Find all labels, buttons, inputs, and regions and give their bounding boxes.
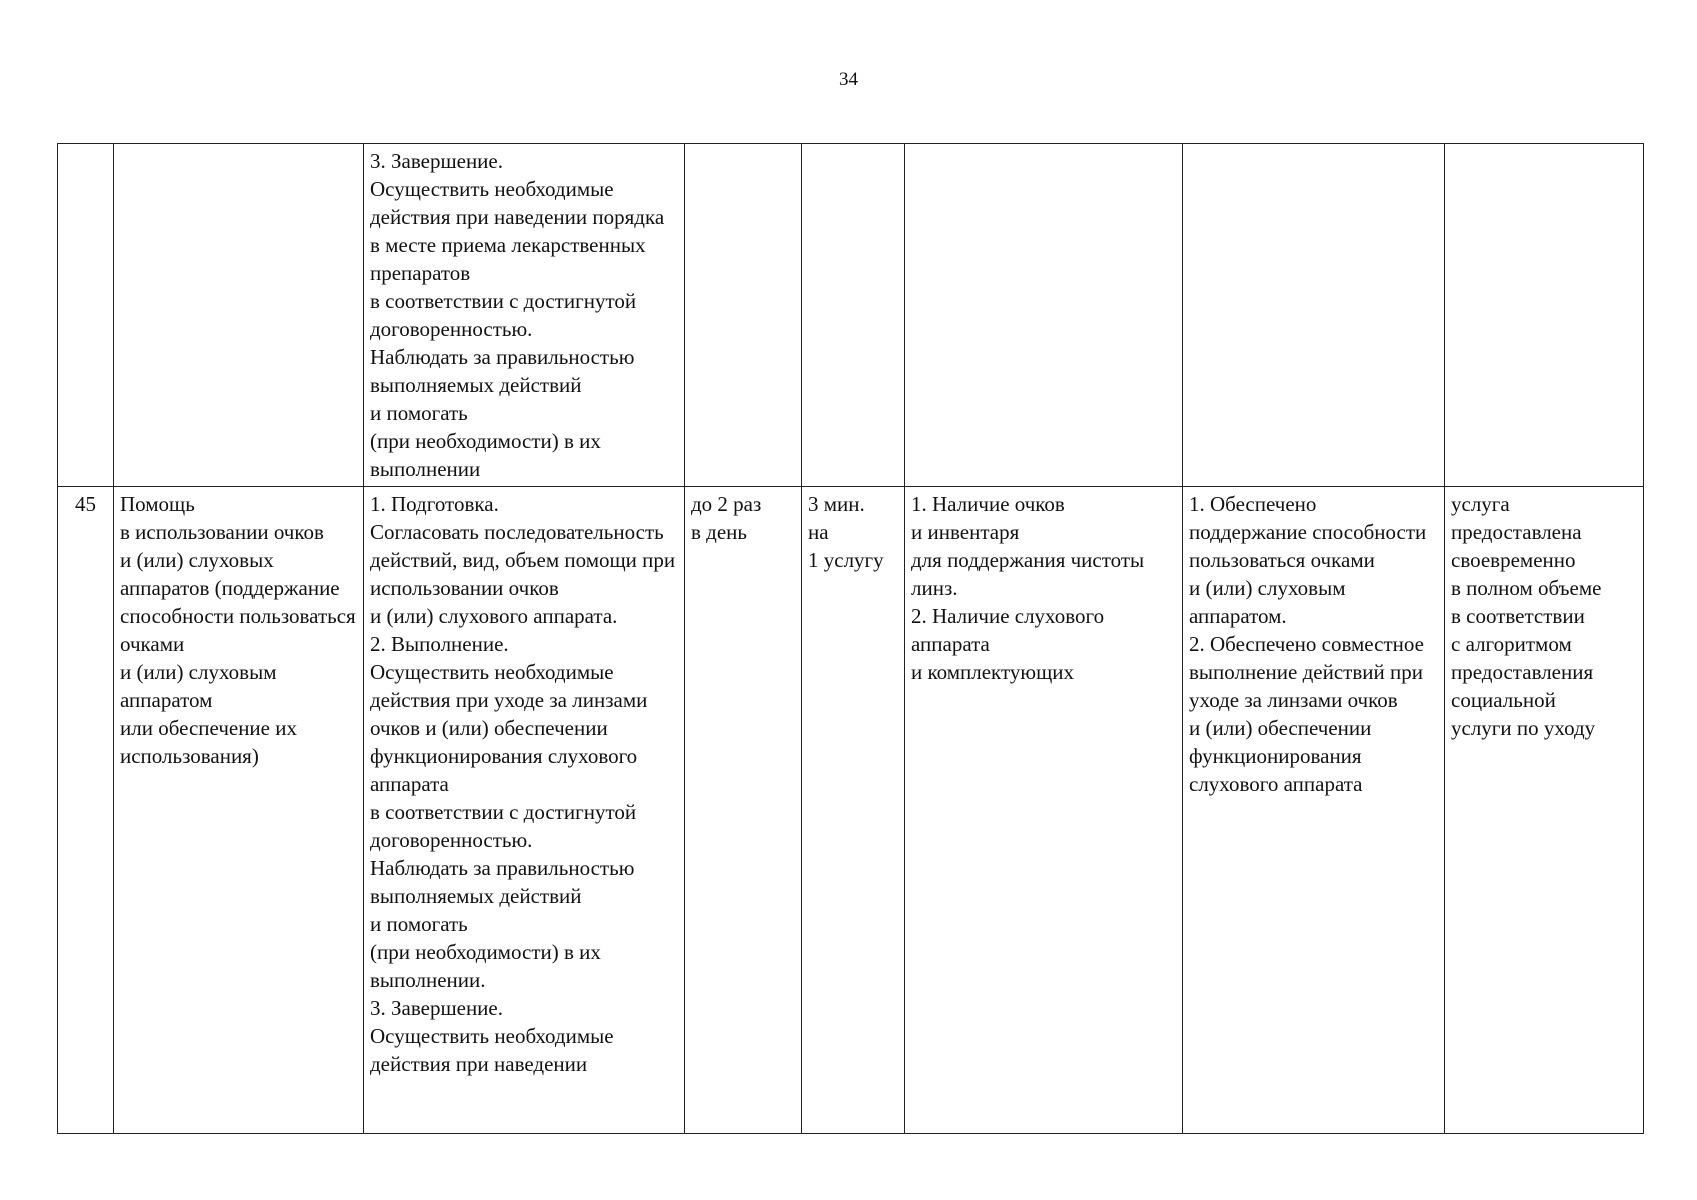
cell-results: 1. Обеспечено поддержание способности пользоваться очками и (или) слуховым аппаратом. 2. Обеспечено совместное выполнение действий при уходе за линзами очков и (или) обеспечении функционирования слухового аппарата — [1183, 487, 1445, 1134]
cell-service-name: Помощь в использовании очков и (или) слуховых аппаратов (поддержание способности пользоваться очками и (или) слуховым аппаратом или обеспечение их использования) — [114, 487, 364, 1134]
cell-number: 45 — [58, 487, 114, 1134]
cell-frequency: до 2 раз в день — [685, 487, 802, 1134]
cell-service-name — [114, 144, 364, 487]
page-number: 34 — [839, 69, 858, 90]
cell-frequency — [685, 144, 802, 487]
cell-evaluation — [1445, 144, 1644, 487]
table-row — [58, 144, 1644, 487]
cell-conditions: 1. Наличие очков и инвентаря для поддержания чистоты линз. 2. Наличие слухового аппарата и комплектующих — [905, 487, 1183, 1134]
cell-procedure: 1. Подготовка. Согласовать последовательность действий, вид, объем помощи при использовании очков и (или) слухового аппарата. 2. Выполнение. Осуществить необходимые действия при уходе за линзами очков и (или) обеспечении функционирования слухового аппарата в соответствии с достигнутой договоренностью. Наблюдать за правильностью выполняемых действий и помогать (при необходимости) в их выполнении. 3. Завершение. Осуществить необходимые действия при наведении — [364, 487, 685, 1134]
cell-duration — [802, 144, 905, 487]
cell-results — [1183, 144, 1445, 487]
table-row — [58, 487, 1644, 1134]
cell-evaluation: услуга предоставлена своевременно в полном объеме в соответствии с алгоритмом предоставления социальной услуги по уходу — [1445, 487, 1644, 1134]
cell-number — [58, 144, 114, 487]
services-table — [57, 143, 1644, 1134]
cell-duration: 3 мин. на 1 услугу — [802, 487, 905, 1134]
cell-procedure: 3. Завершение. Осуществить необходимые действия при наведении порядка в месте приема лекарственных препаратов в соответствии с достигнутой договоренностью. Наблюдать за правильностью выполняемых действий и помогать (при необходимости) в их выполнении — [364, 144, 685, 487]
cell-conditions — [905, 144, 1183, 487]
